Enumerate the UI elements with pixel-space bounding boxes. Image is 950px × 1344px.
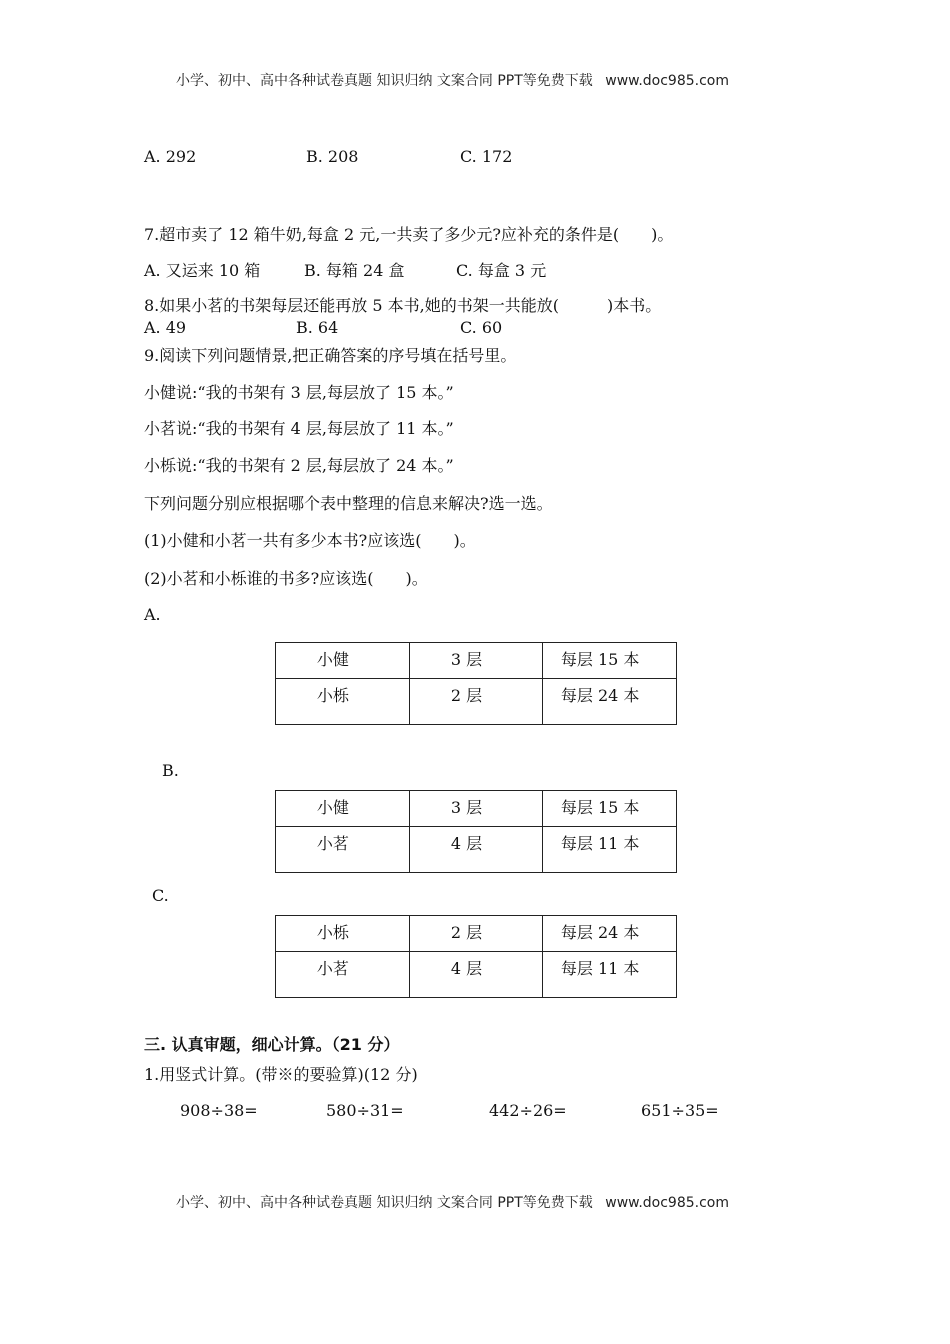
table-cell: 小栎 [276,679,410,725]
page-footer [176,1192,729,1212]
q7-stem: 7.超市卖了 12 箱牛奶,每盒 2 元,一共卖了多少元?应补充的条件是( )。 [144,225,674,244]
footer-site: www.doc985.com [605,1195,729,1211]
q8-option-a: A. 49 [144,318,187,337]
table-cell: 小茗 [276,827,410,873]
table-cell: 小茗 [276,952,410,998]
table-cell: 3 层 [409,643,543,679]
q8-option-c: C. 60 [460,318,503,337]
q9-stem: 9.阅读下列问题情景,把正确答案的序号填在括号里。 [144,346,517,365]
table-cell: 每层 11 本 [543,827,677,873]
table-cell: 3 层 [409,791,543,827]
q7-option-a: A. 又运来 10 箱 [144,261,261,280]
q9-prompt: 下列问题分别应根据哪个表中整理的信息来解决?选一选。 [144,494,553,513]
table-row [276,952,677,998]
header-site: www.doc985.com [605,73,729,89]
q8-option-b: B. 64 [296,318,339,337]
q6-option-c: C. 172 [460,147,513,166]
table-cell: 4 层 [409,952,543,998]
q9-quote-1: 小健说:“我的书架有 3 层,每层放了 15 本。” [144,383,454,402]
table-cell: 每层 24 本 [543,916,677,952]
section-3-q1: 1.用竖式计算。(带※的要验算)(12 分) [144,1065,418,1084]
table-c-label: C. [152,886,169,905]
q9-quote-3: 小栎说:“我的书架有 2 层,每层放了 24 本。” [144,456,454,475]
table-b-label: B. [162,761,179,780]
table-cell: 每层 24 本 [543,679,677,725]
table-cell: 每层 11 本 [543,952,677,998]
calc-expr-1: 908÷38= [180,1101,258,1120]
q9-sub-2: (2)小茗和小栎谁的书多?应该选( )。 [144,569,428,588]
calc-expr-2: 580÷31= [326,1101,404,1120]
table-cell: 4 层 [409,827,543,873]
q7-option-c: C. 每盒 3 元 [456,261,547,280]
table-row [276,643,677,679]
table-cell: 2 层 [409,679,543,725]
table-cell: 小健 [276,791,410,827]
q8-stem: 8.如果小茗的书架每层还能再放 5 本书,她的书架一共能放( )本书。 [144,296,662,315]
q7-option-b: B. 每箱 24 盒 [304,261,405,280]
table-cell: 2 层 [409,916,543,952]
table-cell: 每层 15 本 [543,791,677,827]
table-row [276,791,677,827]
table-cell: 小栎 [276,916,410,952]
section-3-title: 三. 认真审题，细心计算。（21 分） [144,1035,400,1054]
footer-text: 小学、初中、高中各种试卷真题 知识归纳 文案合同 PPT等免费下载 [176,1195,593,1211]
calc-expr-4: 651÷35= [641,1101,719,1120]
q6-option-b: B. 208 [306,147,359,166]
table-cell: 小健 [276,643,410,679]
table-row [276,679,677,725]
q9-quote-2: 小茗说:“我的书架有 4 层,每层放了 11 本。” [144,419,454,438]
table-row [276,916,677,952]
table-a [275,642,677,725]
q9-sub-1: (1)小健和小茗一共有多少本书?应该选( )。 [144,531,476,550]
header-text: 小学、初中、高中各种试卷真题 知识归纳 文案合同 PPT等免费下载 [176,73,593,89]
table-cell: 每层 15 本 [543,643,677,679]
calc-expr-3: 442÷26= [489,1101,567,1120]
table-b [275,790,677,873]
page-header [176,70,729,90]
table-row [276,827,677,873]
q6-option-a: A. 292 [144,147,197,166]
table-a-label: A. [144,605,161,624]
table-c [275,915,677,998]
